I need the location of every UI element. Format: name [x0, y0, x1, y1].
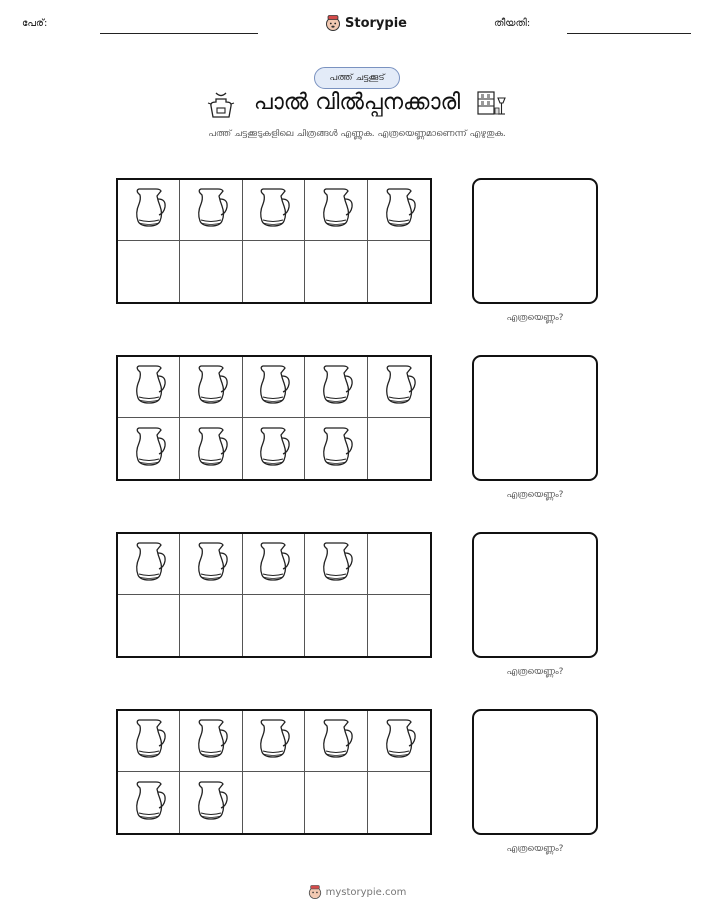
frame-cell	[305, 180, 367, 241]
frame-cell	[180, 772, 242, 833]
milk-jug-icon	[254, 718, 292, 764]
frame-cell	[118, 241, 180, 302]
frame-cell	[305, 772, 367, 833]
frame-cell	[243, 595, 305, 656]
name-label: പേര്:	[22, 18, 48, 29]
frame-cell	[180, 595, 242, 656]
frame-cell	[368, 418, 430, 479]
milk-jug-icon	[192, 426, 230, 472]
answer-box-3[interactable]	[472, 532, 598, 658]
storypie-mascot-icon	[308, 884, 322, 900]
ten-frame-1	[116, 178, 432, 304]
frame-cell	[118, 772, 180, 833]
how-many-label-1: എത്രയെണ്ണം?	[506, 313, 564, 323]
name-line[interactable]	[100, 33, 258, 34]
frame-cell	[118, 357, 180, 418]
frame-cell	[305, 241, 367, 302]
milk-jug-icon	[317, 426, 355, 472]
frame-cell	[368, 241, 430, 302]
how-many-label-2: എത്രയെണ്ണം?	[506, 490, 564, 500]
frame-cell	[180, 241, 242, 302]
milk-jug-icon	[317, 187, 355, 233]
milk-jug-icon	[130, 364, 168, 410]
frame-cell	[368, 595, 430, 656]
how-many-label-3: എത്രയെണ്ണം?	[506, 667, 564, 677]
footer-site: mystorypie.com	[325, 886, 407, 898]
milk-jug-icon	[192, 187, 230, 233]
frame-cell	[180, 180, 242, 241]
milk-jug-icon	[130, 187, 168, 233]
frame-cell	[305, 357, 367, 418]
milk-jug-icon	[317, 364, 355, 410]
milk-jug-icon	[254, 364, 292, 410]
frame-cell	[243, 418, 305, 479]
milk-jug-icon	[254, 187, 292, 233]
frame-cell	[305, 711, 367, 772]
frame-cell	[118, 534, 180, 595]
frame-cell	[118, 418, 180, 479]
milk-jug-icon	[317, 718, 355, 764]
frame-cell	[305, 534, 367, 595]
milk-jug-icon	[380, 187, 418, 233]
date-label: തീയതി:	[494, 18, 531, 29]
frame-cell	[243, 534, 305, 595]
frame-cell	[368, 357, 430, 418]
how-many-label-4: എത്രയെണ്ണം?	[506, 844, 564, 854]
frame-cell	[180, 711, 242, 772]
storypie-mascot-icon	[325, 14, 341, 32]
milk-jug-icon	[130, 541, 168, 587]
milk-jug-icon	[380, 364, 418, 410]
frame-cell	[118, 595, 180, 656]
page-title: പാൽ വിൽപ്പനക്കാരി	[253, 90, 461, 115]
milk-jug-icon	[130, 780, 168, 826]
frame-cell	[118, 711, 180, 772]
frame-cell	[243, 772, 305, 833]
ten-frame-4	[116, 709, 432, 835]
frame-cell	[118, 180, 180, 241]
frame-cell	[243, 180, 305, 241]
brand-name: Storypie	[345, 15, 407, 31]
topic-badge: പത്ത് ചട്ടക്കൂട്	[314, 67, 400, 89]
milk-jug-icon	[254, 426, 292, 472]
footer	[0, 884, 714, 900]
milk-jug-icon	[254, 541, 292, 587]
frame-cell	[368, 772, 430, 833]
frame-cell	[243, 711, 305, 772]
milk-jug-icon	[192, 541, 230, 587]
answer-box-4[interactable]	[472, 709, 598, 835]
milk-jug-icon	[130, 426, 168, 472]
market-stall-icon	[476, 88, 508, 120]
milk-jug-icon	[317, 541, 355, 587]
ten-frame-2	[116, 355, 432, 481]
instructions: പത്ത് ചട്ടക്കൂടുകളിലെ ചിത്രങ്ങൾ എണ്ണുക. എത്രയെണ്ണമാണെന്ന് എഴുതുക.	[208, 129, 506, 139]
frame-cell	[305, 418, 367, 479]
milk-jug-icon	[380, 718, 418, 764]
milk-jug-icon	[130, 718, 168, 764]
frame-cell	[180, 418, 242, 479]
answer-box-1[interactable]	[472, 178, 598, 304]
frame-cell	[368, 180, 430, 241]
ten-frame-3	[116, 532, 432, 658]
frame-cell	[368, 711, 430, 772]
frame-cell	[180, 357, 242, 418]
frame-cell	[305, 595, 367, 656]
milk-jug-icon	[192, 780, 230, 826]
milk-jug-icon	[192, 718, 230, 764]
brand-logo	[325, 12, 407, 34]
frame-cell	[243, 241, 305, 302]
frame-cell	[368, 534, 430, 595]
date-line[interactable]	[567, 33, 691, 34]
answer-box-2[interactable]	[472, 355, 598, 481]
frame-cell	[243, 357, 305, 418]
milk-jug-icon	[192, 364, 230, 410]
frame-cell	[180, 534, 242, 595]
